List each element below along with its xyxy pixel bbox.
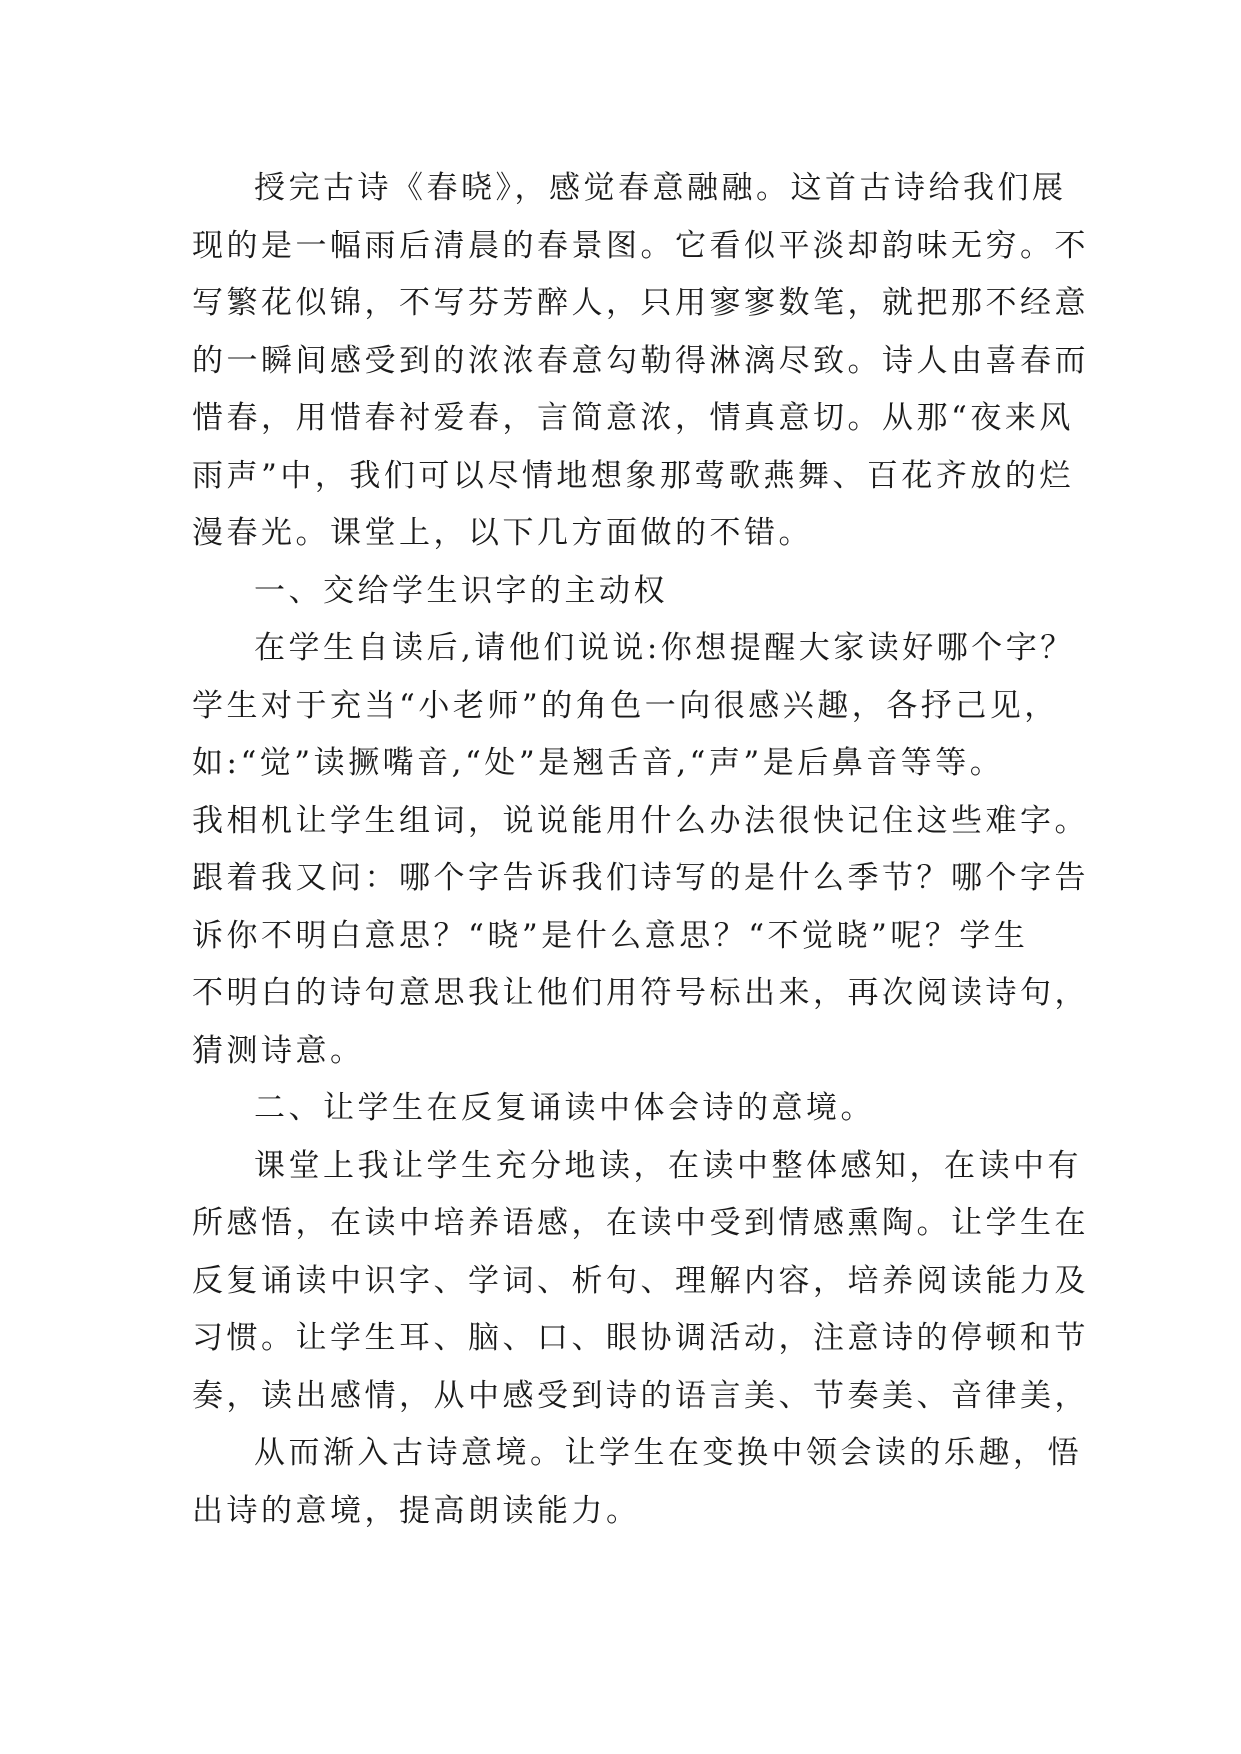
text-line: 反复诵读中识字、学词、析句、理解内容，培养阅读能力及: [192, 1262, 1089, 1299]
text-line: 跟着我又问：哪个字告诉我们诗写的是什么季节？哪个字告: [192, 860, 1089, 896]
paragraph-literacy: [192, 620, 1089, 1080]
paragraph-intro: [192, 160, 1089, 563]
paragraph-conclusion: [192, 1425, 1082, 1540]
text-line: 我相机让学生组词，说说能用什么办法很快记住这些难字。: [192, 802, 1089, 839]
text-line: 如:“觉”读撅嘴音,“处”是翘舌音,“声”是后鼻音等等。: [192, 745, 1005, 781]
section-heading-1: 一、交给学生识字的主动权: [254, 572, 668, 609]
text-line: 猜测诗意。: [192, 1032, 365, 1069]
text-line: 的一瞬间感受到的浓浓春意勾勒得淋漓尽致。诗人由喜春而: [192, 342, 1089, 379]
text-line: 授完古诗《春晓》，感觉春意融融。这首古诗给我们展: [254, 170, 1067, 206]
text-line: 习惯。让学生耳、脑、口、眼协调活动，注意诗的停顿和节: [192, 1320, 1089, 1356]
text-line: 从而渐入古诗意境。让学生在变换中领会读的乐趣，悟: [254, 1435, 1082, 1471]
section-heading-2: 二、让学生在反复诵读中体会诗的意境。: [254, 1090, 875, 1126]
text-line: 现的是一幅雨后清晨的春景图。它看似平淡却韵味无穷。不: [192, 227, 1089, 264]
text-line: 不明白的诗句意思我让他们用符号标出来，再次阅读诗句，: [192, 975, 1089, 1011]
text-line: 惜春，用惜春衬爱春，言简意浓，情真意切。从那“夜来风: [192, 400, 1074, 436]
text-line: 课堂上我让学生充分地读，在读中整体感知，在读中有: [254, 1147, 1082, 1184]
text-line: 所感悟，在读中培养语感，在读中受到情感熏陶。让学生在: [192, 1205, 1089, 1241]
text-line: 奏，读出感情，从中感受到诗的语言美、节奏美、音律美，: [192, 1377, 1089, 1414]
paragraph-reading: [192, 1138, 1089, 1426]
text-line: 雨声”中，我们可以尽情地想象那莺歌燕舞、百花齐放的烂: [192, 457, 1074, 494]
text-line: 漫春光。课堂上，以下几方面做的不错。: [192, 515, 813, 551]
text-line: 在学生自读后,请他们说说:你想提醒大家读好哪个字？: [254, 630, 1075, 666]
text-line: 写繁花似锦，不写芬芳醉人，只用寥寥数笔，就把那不经意: [192, 285, 1089, 321]
text-line: 出诗的意境，提高朗读能力。: [192, 1492, 641, 1529]
text-line: 诉你不明白意思？“晓”是什么意思？“不觉晓”呢？学生: [192, 917, 1029, 954]
text-line: 学生对于充当“小老师”的角色一向很感兴趣，各抒己见，: [192, 687, 1059, 724]
